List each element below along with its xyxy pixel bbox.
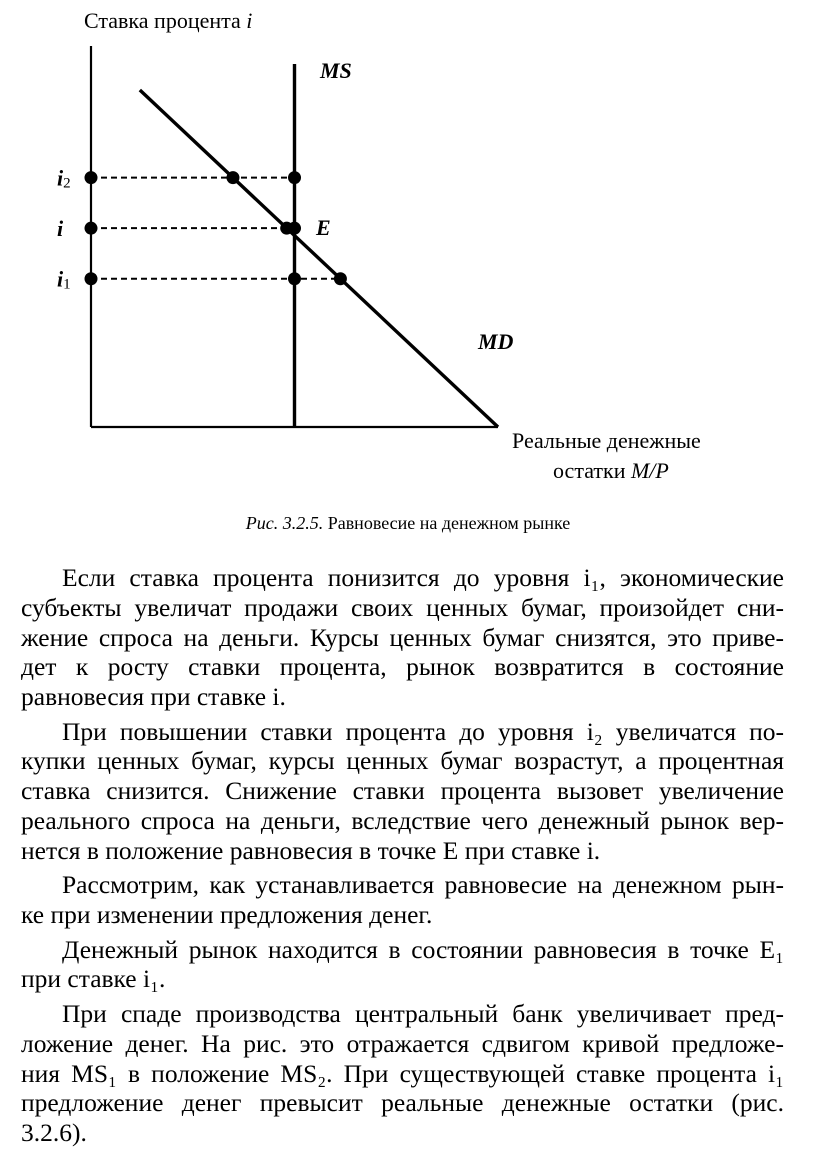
level-label-i1: i1 — [57, 266, 71, 293]
md-label: MD — [478, 329, 514, 354]
paragraph-line: равновесия при ставке i. — [21, 682, 286, 712]
rate-levels — [57, 166, 347, 293]
paragraph-line: ния MS₁ в положение MS₂. При существующей ставке процента i₁ — [21, 1058, 784, 1088]
paragraph-line: субъекты увеличат продажи своих ценных бумаг, произойдет сни- — [21, 592, 784, 622]
point-i2-1 — [226, 171, 239, 184]
paragraph — [21, 563, 784, 712]
paragraph-line: жение спроса на деньги. Курсы ценных бумаг снизятся, это приве- — [21, 622, 784, 652]
caption-number: Рис. 3.2.5. — [245, 513, 324, 533]
paragraph-line: ложение денег. На рис. это отражается сдвигом кривой предложе- — [21, 1028, 784, 1058]
paragraph — [21, 716, 784, 866]
paragraph — [21, 934, 784, 995]
y-axis-label: Ставка процента i — [84, 8, 253, 33]
figure-caption — [0, 513, 816, 534]
paragraph-line: Если ставка процента понизится до уровня i₁, экономические — [62, 563, 784, 592]
level-label-i: i — [57, 216, 64, 242]
ms-label: MS — [320, 58, 352, 83]
paragraph-line: нется в положение равновесия в точке E при ставке i. — [21, 835, 601, 865]
paragraph-line: купки ценных бумаг, курсы ценных бумаг возрастут, а процентная — [21, 746, 784, 776]
paragraph-line: при ставке i₁. — [21, 964, 166, 994]
paragraph — [21, 870, 784, 930]
point-i1-2 — [288, 272, 301, 285]
body-text — [21, 563, 784, 1153]
caption-text: Равновесие на денежном рынке — [323, 513, 571, 533]
paragraph-line: реального спроса на деньги, вследствие чего денежный рынок вер- — [21, 806, 784, 836]
level-label-i2: i2 — [57, 165, 71, 192]
point-i-2 — [288, 222, 301, 235]
point-i2-2 — [288, 171, 301, 184]
paragraph-line: При спаде производства центральный банк увеличивает пред- — [62, 998, 784, 1028]
paragraph-line: предложение денег превысит реальные денежные остатки (рис. — [21, 1088, 784, 1118]
paragraph-line: дет к росту ставки процента, рынок возвратится в состояние — [21, 652, 784, 682]
x-axis-label-line1: Реальные денежные — [512, 428, 701, 453]
paragraph-line: Денежный рынок находится в состоянии равновесия в точке E₁ — [62, 934, 784, 964]
equilibrium-label: E — [316, 215, 331, 240]
paragraph-line: 3.2.6). — [21, 1118, 87, 1148]
paragraph — [21, 998, 784, 1148]
point-i1-1 — [334, 272, 347, 285]
paragraph-line: Рассмотрим, как устанавливается равновесие на денежном рын- — [62, 870, 784, 900]
money-market-chart — [0, 0, 816, 500]
md-demand-line — [140, 90, 498, 427]
point-i2-0 — [85, 171, 98, 184]
point-i-0 — [85, 222, 98, 235]
paragraph-line: При повышении ставки процента до уровня i₂ увеличатся по- — [62, 716, 784, 746]
x-axis-label-line2: остатки M/P — [553, 458, 669, 483]
paragraph-line: ке при изменении предложения денег. — [21, 900, 433, 930]
paragraph-line: ставка снизится. Снижение ставки процента вызовет увеличение — [21, 776, 784, 806]
point-i1-0 — [85, 272, 98, 285]
